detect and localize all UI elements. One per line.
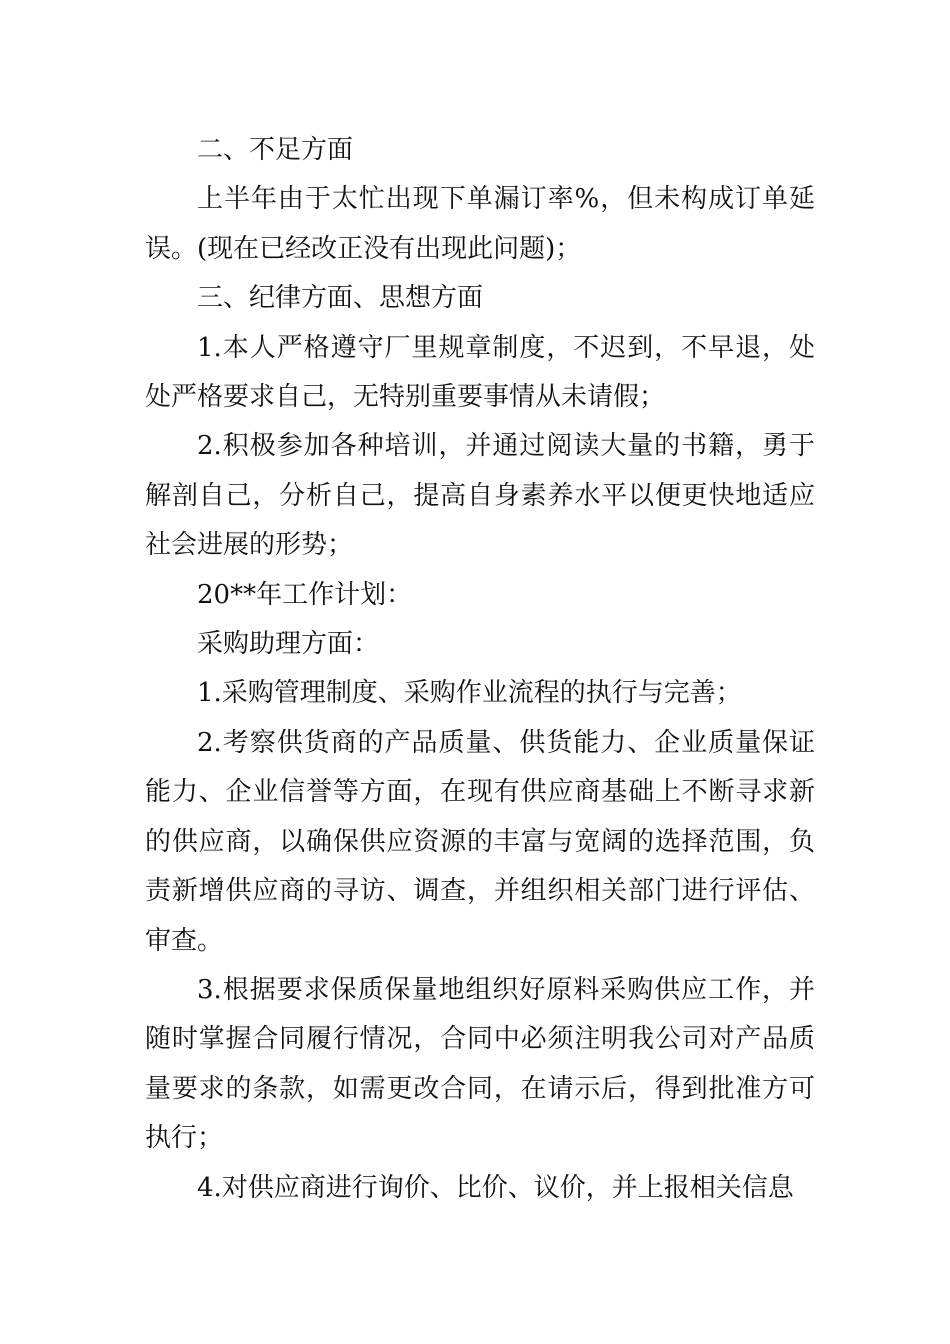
section-heading-discipline: 三、纪律方面、思想方面 (197, 283, 484, 314)
plan-item-4: 4.对供应商进行询价、比价、议价，并上报相关信息 (197, 1172, 794, 1203)
paragraph-discipline-1: 1.本人严格遵守厂里规章制度，不迟到，不早退，处处严格要求自己，无特别重要事情从未请假； (145, 332, 815, 413)
plan-item-2: 2.考察供货商的产品质量、供货能力、企业质量保证能力、企业信誉等方面，在现有供应商基础上不断寻求新的供应商，以确保供应资源的丰富与宽阔的选择范围，负责新增供应商的寻访、调查，并组织相关部门进行评估、审查。 (145, 727, 815, 956)
paragraph-order-rate: 上半年由于太忙出现下单漏订率%，但未构成订单延误。(现在已经改正没有出现此问题)； (145, 184, 815, 264)
subheading-purchasing-assistant: 采购助理方面： (197, 629, 380, 660)
section-heading-work-plan: 20**年工作计划： (197, 579, 413, 610)
plan-item-3: 3.根据要求保质保量地组织好原料采购供应工作，并随时掌握合同履行情况，合同中必须注明我公司对产品质量要求的条款，如需更改合同，在请示后，得到批准方可执行； (145, 974, 815, 1154)
plan-item-1: 1.采购管理制度、采购作业流程的执行与完善； (197, 678, 742, 709)
paragraph-discipline-2: 2.积极参加各种培训，并通过阅读大量的书籍，勇于解剖自己，分析自己，提高自身素养水平以便更快地适应社会进展的形势； (145, 431, 815, 561)
document-body (145, 126, 815, 1213)
section-heading-shortcomings: 二、不足方面 (197, 135, 354, 165)
